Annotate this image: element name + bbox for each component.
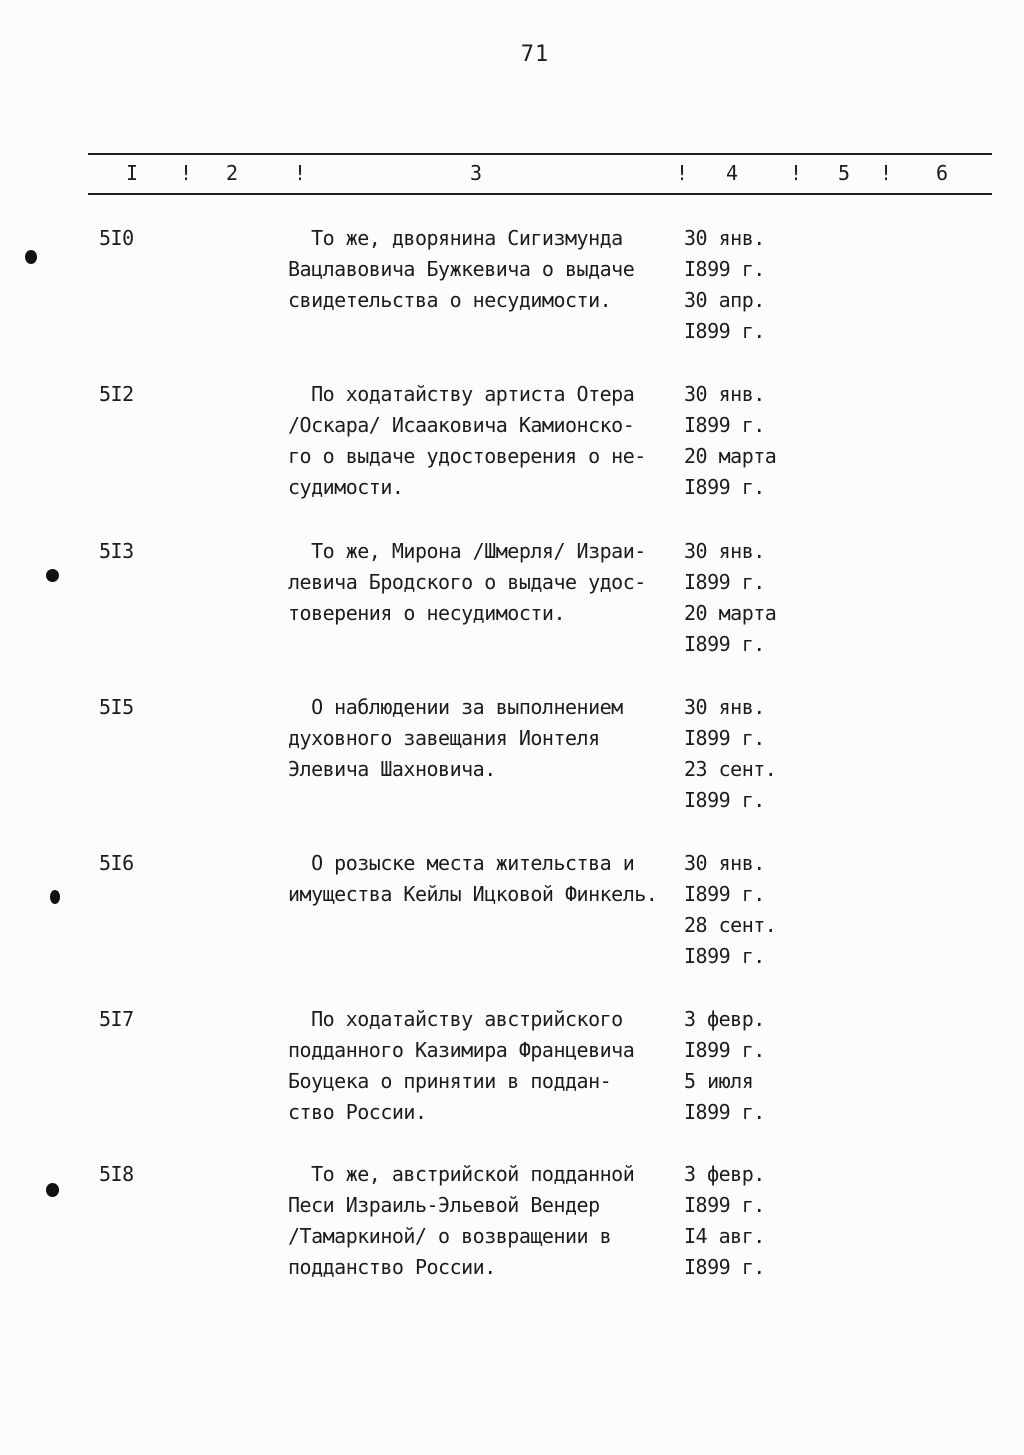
description-line: го о выдаче удостоверения о не-	[288, 444, 646, 468]
entry-number: 5I7	[99, 1007, 134, 1031]
entry-description	[288, 223, 688, 316]
description-line: То же, дворянина Сигизмунда	[288, 226, 623, 250]
description-line: Песи Израиль-Эльевой Вендер	[288, 1193, 600, 1217]
entry-description	[288, 692, 688, 785]
date-start-year: I899 г.	[684, 1038, 765, 1062]
description-line: имущества Кейлы Ицковой Финкель.	[288, 882, 658, 906]
description-line: То же, Мирона /Шмерля/ Израи-	[288, 539, 646, 563]
column-separator: !	[676, 161, 689, 185]
description-line: О розыске места жительства и	[288, 851, 635, 875]
description-line: свидетельства о несудимости.	[288, 288, 612, 312]
table-header-bottom-rule	[88, 193, 992, 195]
column-separator: !	[294, 161, 307, 185]
scan-blot	[25, 250, 37, 264]
entry-number: 5I8	[99, 1162, 134, 1186]
entry-number: 5I3	[99, 539, 134, 563]
date-start: 3 февр.	[684, 1007, 765, 1031]
column-header-5: 5	[838, 161, 851, 185]
description-line: /Тамаркиной/ о возвращении в	[288, 1224, 612, 1248]
column-header-4: 4	[726, 161, 739, 185]
entry-dates	[684, 1159, 814, 1283]
description-line: По ходатайству австрийского	[288, 1007, 623, 1031]
date-start: 30 янв.	[684, 382, 765, 406]
description-line: Элевича Шахновича.	[288, 757, 496, 781]
date-end: 20 марта	[684, 601, 777, 625]
column-separator: !	[790, 161, 803, 185]
date-end-year: I899 г.	[684, 1255, 765, 1279]
date-start: 30 янв.	[684, 226, 765, 250]
scan-blot	[46, 1183, 59, 1197]
date-end: 30 апр.	[684, 288, 765, 312]
date-start-year: I899 г.	[684, 257, 765, 281]
entry-description	[288, 536, 688, 629]
date-end-year: I899 г.	[684, 1100, 765, 1124]
description-line: ство России.	[288, 1100, 427, 1124]
page-number: 71	[520, 42, 550, 67]
column-header-1: I	[126, 161, 139, 185]
description-line: судимости.	[288, 475, 404, 499]
description-line: духовного завещания Ионтеля	[288, 726, 600, 750]
entry-dates	[684, 692, 814, 816]
entry-number: 5I0	[99, 226, 134, 250]
entry-dates	[684, 848, 814, 972]
date-start-year: I899 г.	[684, 1193, 765, 1217]
description-line: подданного Казимира Францевича	[288, 1038, 635, 1062]
entry-dates	[684, 1004, 814, 1128]
entry-dates	[684, 379, 814, 503]
table-header-top-rule	[88, 153, 992, 155]
entry-number: 5I6	[99, 851, 134, 875]
description-line: товерения о несудимости.	[288, 601, 565, 625]
date-start: 30 янв.	[684, 539, 765, 563]
date-end-year: I899 г.	[684, 319, 765, 343]
description-line: левича Бродского о выдаче удос-	[288, 570, 646, 594]
entry-description	[288, 379, 688, 503]
date-end-year: I899 г.	[684, 475, 765, 499]
entry-description	[288, 1159, 688, 1283]
date-end-year: I899 г.	[684, 944, 765, 968]
date-start: 30 янв.	[684, 851, 765, 875]
date-start-year: I899 г.	[684, 726, 765, 750]
date-end: I4 авг.	[684, 1224, 765, 1248]
column-header-6: 6	[936, 161, 949, 185]
entry-description	[288, 1004, 688, 1128]
scan-blot	[50, 890, 60, 904]
date-start: 30 янв.	[684, 695, 765, 719]
description-line: Вацлавовича Бужкевича о выдаче	[288, 257, 635, 281]
column-separator: !	[180, 161, 193, 185]
description-line: Боуцека о принятии в поддан-	[288, 1069, 612, 1093]
entry-dates	[684, 536, 814, 660]
date-end-year: I899 г.	[684, 632, 765, 656]
description-line: подданство России.	[288, 1255, 496, 1279]
description-line: /Оскара/ Исааковича Камионско-	[288, 413, 635, 437]
column-header-3: 3	[470, 161, 483, 185]
scan-blot	[46, 569, 59, 582]
column-separator: !	[880, 161, 893, 185]
date-end-year: I899 г.	[684, 788, 765, 812]
entry-number: 5I2	[99, 382, 134, 406]
entry-dates	[684, 223, 814, 347]
date-end: 23 сент.	[684, 757, 777, 781]
entry-description	[288, 848, 688, 910]
date-end: 20 марта	[684, 444, 777, 468]
description-line: То же, австрийской подданной	[288, 1162, 635, 1186]
entry-number: 5I5	[99, 695, 134, 719]
date-start-year: I899 г.	[684, 882, 765, 906]
date-start: 3 февр.	[684, 1162, 765, 1186]
description-line: О наблюдении за выполнением	[288, 695, 623, 719]
column-header-2: 2	[226, 161, 239, 185]
date-end: 5 июля	[684, 1069, 754, 1093]
date-start-year: I899 г.	[684, 570, 765, 594]
date-end: 28 сент.	[684, 913, 777, 937]
description-line: По ходатайству артиста Отера	[288, 382, 635, 406]
date-start-year: I899 г.	[684, 413, 765, 437]
